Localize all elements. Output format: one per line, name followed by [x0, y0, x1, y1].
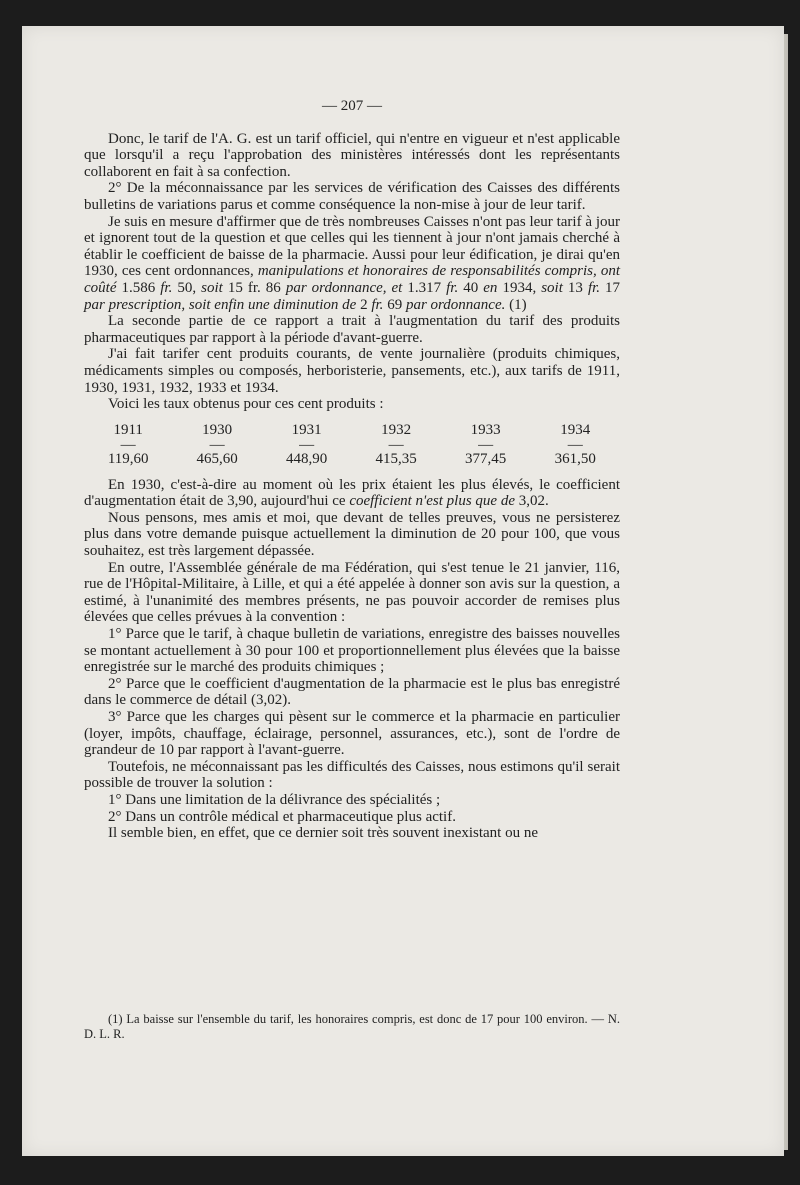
value-1911: 119,60	[107, 450, 149, 467]
dash-6: —	[567, 436, 583, 453]
paragraph-3-note-ref: (1)	[509, 296, 527, 313]
paragraph-7-text: En 1930, c'est-à-dire au moment où les prix étaient les plus élevés, le coefficient d'augmentation était de 3,90, aujourd'hui ce	[84, 476, 620, 510]
paragraph-11: Il semble bien, en effet, que ce dernier soit très souvent inexistant ou ne	[108, 825, 539, 842]
value-1931: 448,90	[285, 450, 328, 467]
dash-3: —	[299, 436, 315, 453]
rates-table	[84, 421, 620, 469]
paragraph-3-unit-1: fr.	[160, 279, 173, 296]
paragraph-8: Nous pensons, mes amis et moi, que devant de telles preuves, vous ne persisterez plus dans votre demande puisque actuellement la diminution de 20 pour 100, que vous souhaitez, est très largement dépassée.	[84, 509, 620, 560]
value-1932: 415,35	[375, 450, 417, 467]
paragraph-1: Donc, le tarif de l'A. G. est un tarif officiel, qui n'entre en vigueur et n'est applicable que lorsqu'il a reçu l'approbation des ministères intéressés dont les représentants collaborent en fait à sa confection.	[84, 130, 620, 180]
paragraph-7-value: 3,02.	[518, 493, 549, 510]
value-1934: 361,50	[554, 450, 596, 467]
paragraph-3-italic-4: par ordonnance.	[405, 296, 506, 313]
paragraph-3-year: 1934,	[502, 279, 537, 296]
solution-item-1: 1° Dans une limitation de la délivrance des spécialités ;	[108, 791, 441, 808]
enum-item-1: 1° Parce que le tarif, à chaque bulletin de variations, enregistre des baisses nouvelles se montant actuellement à 30 pour 100 et proportionnellement plus élevées que la baisse enregistrée sur le marché des produits chimiques ;	[84, 626, 620, 676]
paragraph-3-amount-1b: 50,	[177, 279, 197, 296]
page-number: — 207 —	[322, 98, 382, 114]
paragraph-3	[84, 214, 620, 314]
paragraph-6: Voici les taux obtenus pour ces cent produits :	[108, 396, 384, 413]
paragraph-7-italic: coefficient n'est plus que de	[349, 493, 515, 510]
dash-5: —	[478, 436, 494, 453]
paragraph-3-amount-1: 1.586	[121, 279, 156, 296]
year-1933: 1933	[470, 421, 501, 438]
paragraph-3-unit-4: fr.	[587, 279, 601, 296]
paragraph-3-amount-5b: 69	[387, 296, 403, 313]
paragraph-3-en: en	[483, 279, 498, 296]
paragraph-5: J'ai fait tarifer cent produits courants, de vente journalière (produits chimiques, médicaments simples ou composés, herboristerie, pansements, etc.), aux tarifs de 1911, 1930, 1931, 1932, 1933 et 1934.	[84, 346, 620, 396]
paragraph-3-soit-1: soit	[201, 279, 223, 296]
main-text	[84, 98, 620, 842]
values-row	[84, 450, 620, 469]
paragraph-3-amount-2: 15 fr. 86	[227, 279, 281, 296]
paragraph-7	[84, 477, 620, 510]
paragraph-3-amount-3: 1.317	[407, 279, 442, 296]
paragraph-3-amount-4b: 17	[605, 279, 621, 296]
paragraph-3-unit-5: fr.	[371, 296, 384, 313]
paragraph-3-amount-5: 2	[360, 296, 368, 313]
paragraph-3-soit-2: soit	[541, 279, 563, 296]
paragraph-3-italic-2: par ordonnance, et	[285, 279, 403, 296]
dash-row	[84, 440, 620, 450]
paragraph-3-italic-1: manipulations et honoraires de responsabilités compris, ont coûté	[84, 263, 620, 296]
year-1930: 1930	[202, 421, 233, 438]
paragraph-3-amount-4: 13	[567, 279, 583, 296]
enum-item-3: 3° Parce que les charges qui pèsent sur le commerce et la pharmacie en particulier (loyer, impôts, chauffage, éclairage, personnel, assurances, etc.), sont de l'ordre de grandeur de 10 par rapport à l'avant-guerre.	[84, 709, 620, 759]
paragraph-10: Toutefois, ne méconnaissant pas les difficultés des Caisses, nous estimons qu'il serait possible de trouver la solution :	[84, 758, 620, 792]
paragraph-3-text: Je suis en mesure d'affirmer que de très nombreuses Caisses n'ont pas leur tarif à jour et ignorent tout de la question et que celles qui les tiennent à jour n'ont jamais cherché à établir le coefficient de baisse de la pharmacie. Aussi pour leur édification, je dirai qu'en 1930, ces cent ordonnances,	[84, 213, 620, 280]
year-1932: 1932	[381, 421, 412, 438]
paragraph-3-italic-3: par prescription, soit enfin une diminution de	[84, 296, 357, 313]
year-1911: 1911	[113, 421, 143, 438]
year-1934: 1934	[560, 421, 591, 438]
dash-1: —	[120, 436, 136, 453]
year-1931: 1931	[291, 421, 322, 438]
footnote: (1) La baisse sur l'ensemble du tarif, les honoraires compris, est donc de 17 pour 100 environ. — N. D. L. R.	[84, 1012, 620, 1041]
paragraph-4: La seconde partie de ce rapport a trait à l'augmentation du tarif des produits pharmaceutiques par rapport à la période d'avant-guerre.	[84, 313, 620, 346]
value-1930: 465,60	[196, 450, 238, 467]
dash-4: —	[388, 436, 404, 453]
paragraph-9: En outre, l'Assemblée générale de ma Fédération, qui s'est tenue le 21 janvier, 116, rue de l'Hôpital-Militaire, à Lille, et qui a été appelée à donner son avis sur la question, a estimé, à l'unanimité des membres présents, ne pas pouvoir accorder de remises plus élevées que celles prévues à la convention :	[84, 559, 620, 626]
paragraph-3-unit-3: fr.	[446, 279, 459, 296]
dash-2: —	[209, 436, 225, 453]
value-1933: 377,45	[465, 450, 507, 467]
paragraph-3-amount-3b: 40	[463, 279, 479, 296]
footnote-rule	[84, 1004, 204, 1005]
paragraph-2: 2° De la méconnaissance par les services de vérification des Caisses des différents bulletins de variations parus et comme conséquence la non-mise à jour de leur tarif.	[84, 180, 620, 213]
enum-item-2: 2° Parce que le coefficient d'augmentation de la pharmacie est le plus bas enregistré dans le commerce de détail (3,02).	[84, 675, 620, 709]
solution-item-2: 2° Dans un contrôle médical et pharmaceutique plus actif.	[108, 808, 456, 825]
years-row	[84, 421, 620, 440]
